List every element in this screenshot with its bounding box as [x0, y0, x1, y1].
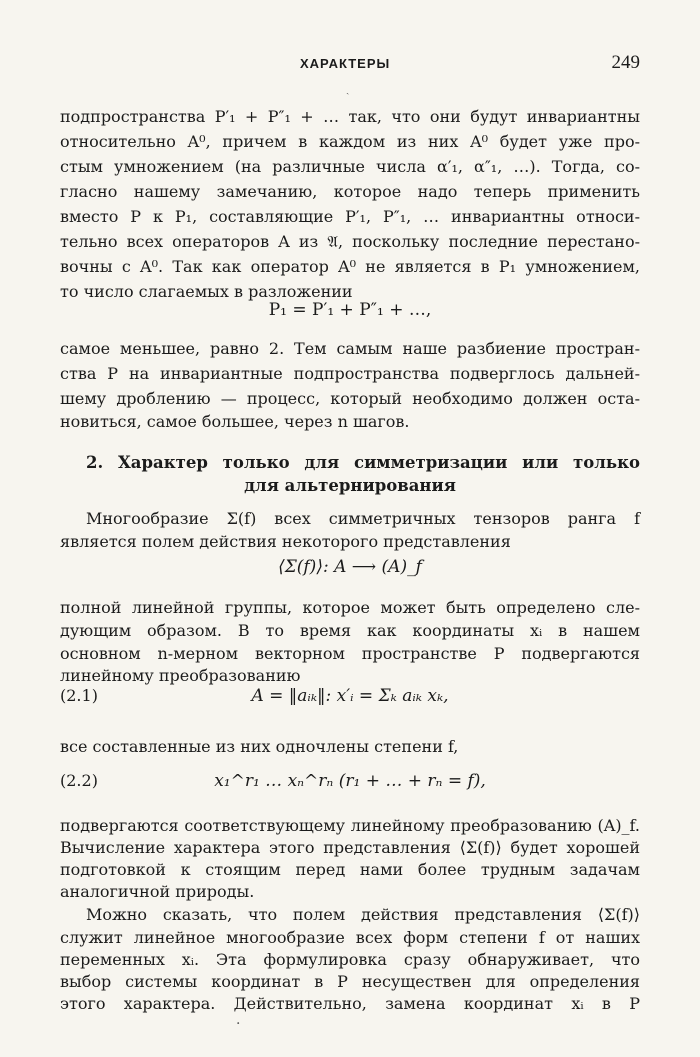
text-line: самое меньшее, равно 2. Тем самым наше разбиение простран-	[60, 339, 640, 358]
text-line: служит линейное многообразие всех форм степени f от наших	[60, 928, 640, 947]
text-line: линейному преобразованию	[60, 666, 301, 685]
text-line: дующим образом. В то время как координаты xᵢ в нашем	[60, 621, 640, 640]
text-line: подпространства P′₁ + P″₁ + … так, что они будут инвариантны	[60, 107, 640, 126]
text-line: гласно нашему замечанию, которое надо теперь применить	[60, 182, 640, 201]
text-line: вместо P к P₁, составляющие P′₁, P″₁, … инвариантны относи-	[60, 207, 640, 226]
text-line: относительно A⁰, причем в каждом из них A⁰ будет уже про-	[60, 132, 640, 151]
page-header	[0, 52, 700, 76]
text-line: вочны с A⁰. Так как оператор A⁰ не является в P₁ умножением,	[60, 257, 640, 276]
page-number: 249	[611, 52, 640, 73]
text-line: подвергаются соответствующему линейному преобразованию (A)_f.	[60, 816, 640, 835]
text-line: подготовкой к стоящим перед нами более трудным задачам	[60, 860, 640, 879]
text-line: ства P на инвариантные подпространства подверглось дальней-	[60, 364, 640, 383]
print-speck: ˏ	[346, 84, 350, 95]
running-title: ХАРАКТЕРЫ	[300, 56, 391, 71]
section-heading-line-2: для альтернирования	[244, 476, 456, 495]
text-line: полной линейной группы, которое может быть определено сле-	[60, 598, 640, 617]
text-line: то число слагаемых в разложении	[60, 282, 353, 301]
representation-formula: ⟨Σ(f)⟩: A ⟶ (A)_f	[278, 557, 422, 577]
text-line: все составленные из них одночлены степени f,	[60, 737, 459, 756]
text-line: аналогичной природы.	[60, 882, 255, 901]
equation-number: (2.1)	[60, 686, 98, 705]
text-line: является полем действия некоторого представления	[60, 532, 511, 551]
equation-2-2: x₁^r₁ … xₙ^rₙ (r₁ + … + rₙ = f),	[214, 771, 486, 791]
text-line: переменных xᵢ. Эта формулировка сразу обнаруживает, что	[60, 950, 640, 969]
section-heading-line-1: 2. Характер только для симметризации или только	[86, 453, 640, 472]
equation-number: (2.2)	[60, 771, 98, 790]
print-speck: ·	[236, 1016, 241, 1032]
text-line: основном n-мерном векторном пространстве P подвергаются	[60, 644, 640, 663]
text-line: Вычисление характера этого представления ⟨Σ(f)⟩ будет хорошей	[60, 838, 640, 857]
equation-2-1: A = ‖aᵢₖ‖: x′ᵢ = Σₖ aᵢₖ xₖ,	[251, 686, 449, 706]
text-line: стым умножением (на различные числа α′₁, α″₁, …). Тогда, со-	[60, 157, 640, 176]
text-line: шему дроблению — процесс, который необходимо должен оста-	[60, 389, 640, 408]
text-line: новиться, самое большее, через n шагов.	[60, 412, 410, 431]
text-line: этого характера. Действительно, замена координат xᵢ в P	[60, 994, 640, 1013]
decomposition-formula: P₁ = P′₁ + P″₁ + …,	[268, 300, 432, 320]
text-line: Можно сказать, что полем действия представления ⟨Σ(f)⟩	[86, 905, 640, 924]
text-line: выбор системы координат в P несуществен для определения	[60, 972, 640, 991]
text-line: тельно всех операторов A из 𝔄, поскольку последние перестано-	[60, 232, 640, 251]
text-line: Многообразие Σ(f) всех симметричных тензоров ранга f	[86, 509, 640, 528]
